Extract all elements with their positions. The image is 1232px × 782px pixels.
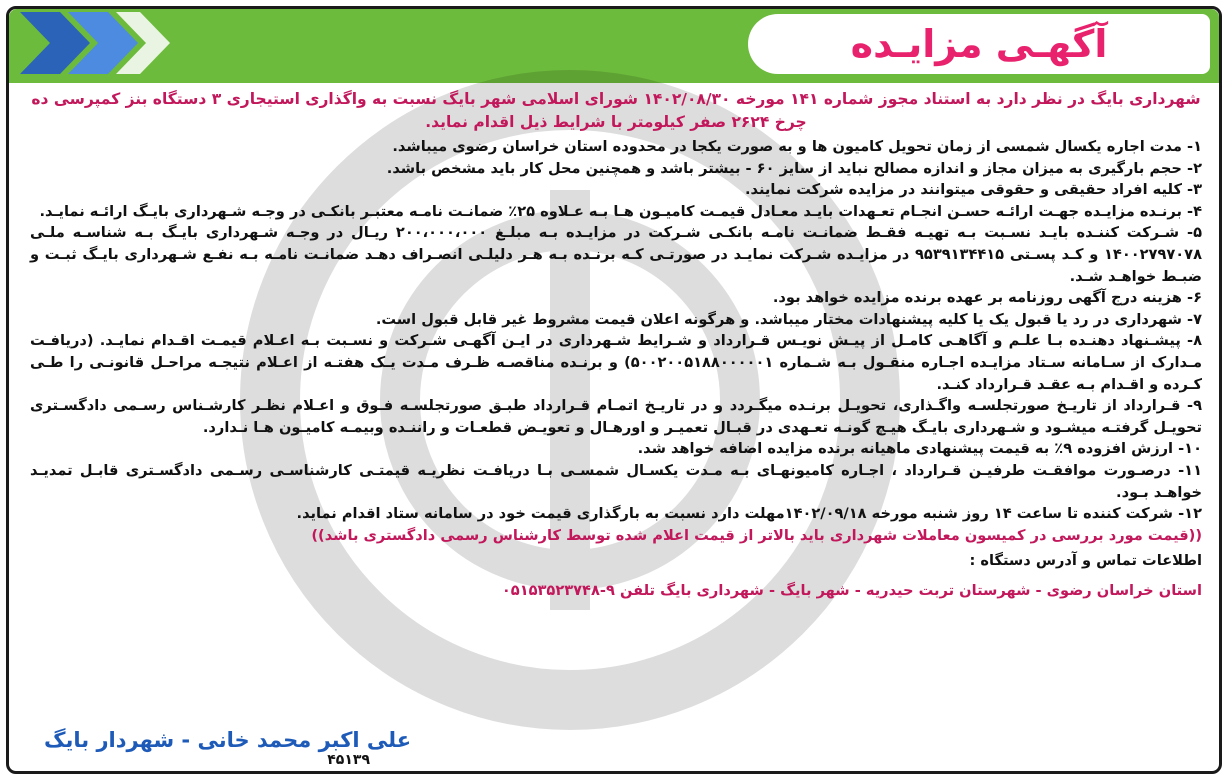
- condition-item: ۱۲- شرکت کننده تا ساعت ۱۴ روز شنبه مورخه ۱۴۰۲/۰۹/۱۸مهلت دارد نسبت به بارگذاری قیمت خود در سامانه ستاد اقدام نماید.: [296, 505, 1202, 523]
- price-note: ((قیمت مورد بررسی در کمیسون معاملات شهرداری باید بالاتر از قیمت اعلام شده توسط کارشناس رسمی دادگستری باشد)): [311, 526, 1202, 544]
- ad-code: ۴۵۱۳۹: [327, 752, 370, 768]
- condition-item: ۲- حجم بارگیری به میزان مجاز و اندازه مصالح نباید از سایز ۶۰ - بیشتر باشد و همچنین محل کار باید مشخص باشد.: [386, 159, 1202, 177]
- condition-item: ۹- قـرارداد از تاریـخ صورتجلسـه واگـذاری، تحویـل برنـده میگـردد و در تاریـخ اتمـام قـرارداد طبـق صورتجلسـه فـوق و اعـلام نظـر کارشـناس رسـمی دادگسـتری تحویـل گرفتـه میشـود و شـهرداری بایـگ هیـچ گونـه تعـهدی در قبـال تعمیـر و اورهـال و تعویـض قطعـات و راننـده وبیمـه کامیـون هـا نـدارد.: [30, 397, 1202, 436]
- condition-item: ۳- کلیه افراد حقیقی و حقوقی میتوانند در مزایده شرکت نمایند.: [745, 181, 1202, 199]
- condition-item: ۱- مدت اجاره یکسال شمسی از زمان تحویل کامیون ها و به صورت یکجا در محدوده استان خراسان رضوی میباشد.: [392, 138, 1202, 155]
- condition-item: ۵- شـرکت کننـده بایـد نسـبت بـه تهیـه فقـط ضمانـت نامـه بانکـی شـرکت در مزایـده بـه مبلـغ ۲۰۰،۰۰۰،۰۰۰ ریـال در وجـه شـهرداری بایـگ بـه شناسـه ملـی ۱۴۰۰۲۷۹۷۰۷۸ و کـد پسـتی ۹۵۳۹۱۳۴۴۱۵ در مزایـده شـرکت نمایـد در صورتـی کـه برنـده بـه هـر دلیلـی انصـراف دهـد ضمانـت نامـه بـه نفـع شـهرداری بایـگ ثبـت و ضبـط خواهـد شـد.: [30, 224, 1202, 285]
- contact-heading: اطلاعات تماس و آدرس دستگاه :: [969, 552, 1202, 570]
- intro-text: شهرداری بایگ در نظر دارد به استناد مجوز شماره ۱۴۱ مورخه ۱۴۰۲/۰۸/۳۰ شورای اسلامی شهر بایگ نسبت به واگذاری استیجاری ۳ دستگاه بنز کمپرسی ده چرخ ۲۶۲۴ صفر کیلومتر با شرایط ذیل اقدام نماید.: [31, 90, 1201, 131]
- condition-item: ۱۰- ارزش افزوده ۹٪ به قیمت پیشنهادی ماهیانه برنده مزایده اضافه خواهد شد.: [637, 440, 1202, 458]
- condition-item: ۱۱- درصـورت موافقـت طرفیـن قـرارداد ، اجـاره کامیونهـای بـه مـدت یکسـال شمسـی بـا دریافـت نظریـه قیمتـی کارشناسـی رسـمی دادگسـتری قابـل تمدیـد خواهـد بـود.: [30, 461, 1202, 501]
- ad-title: آگهـی مزایـده: [850, 22, 1108, 66]
- title-box: [748, 14, 1210, 74]
- condition-item: ۴- برنـده مزایـده جهـت ارائـه حسـن انجـام تعـهدات بایـد معـادل قیمـت کامیـون هـا بـه عـلاوه ۲۵٪ ضمانـت نامـه معتبـر بانکـی در وجـه شـهرداری بایـگ ارائـه نمایـد.: [39, 202, 1202, 220]
- ad-body: [30, 88, 1202, 601]
- condition-item: ۸- پیشـنهاد دهنـده بـا علـم و آگاهـی کامـل از پیـش نویـس قـرارداد و شـرایط شـهرداری در ایـن آگهـی شـرکت و نسـبت بـه اعـلام قیمـت اقـدام نمایـد. (دریافـت مـدارک از سـامانه سـتاد مزایـده اجـاره منقـول بـه شـماره ۵۰۰۲۰۰۵۱۸۸۰۰۰۰۰۱) و برنـده مناقصـه ظـرف مـدت یـک هفتـه از اعـلام نتیجـه مراحـل قانونـی را طـی کـرده و اقـدام بـه عقـد قـرارداد کنـد.: [30, 332, 1202, 393]
- chevron-arrows-icon: [20, 12, 180, 74]
- condition-item: ۷- شهرداری در رد یا قبول یک یا کلیه پیشنهادات مختار میباشد. و هرگونه اعلان قیمت مشروط غیر قابل قبول است.: [375, 310, 1202, 328]
- signature: علی اکبر محمد خانی - شهردار بایگ: [44, 728, 412, 752]
- condition-item: ۶- هزینه درج آگهی روزنامه بر عهده برنده مزایده خواهد بود.: [772, 289, 1202, 307]
- contact-address: استان خراسان رضوی - شهرستان تربت حیدریه - شهر بایگ - شهرداری بایگ تلفن ۹-۰۵۱۵۳۵۲۳۷۴۸: [501, 581, 1202, 599]
